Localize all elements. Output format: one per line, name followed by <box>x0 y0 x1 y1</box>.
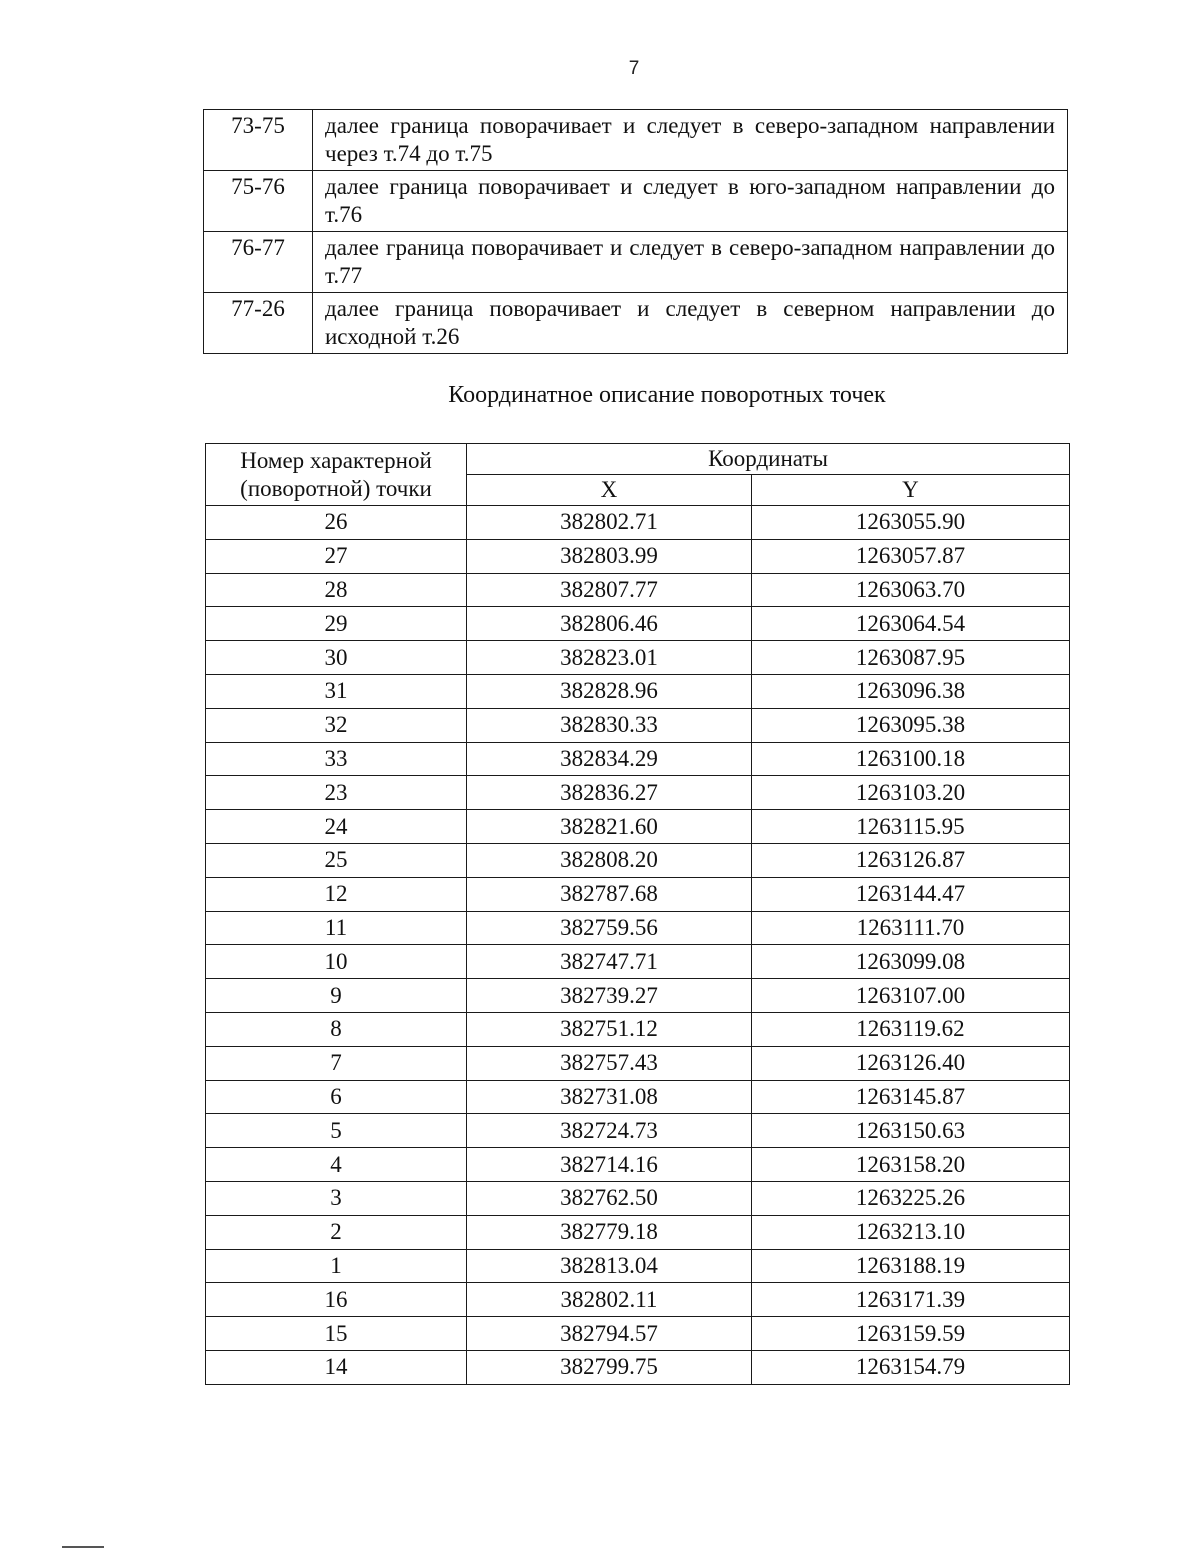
y-coordinate-cell: 1263119.62 <box>751 1012 1069 1046</box>
table-row <box>206 810 1070 844</box>
x-coordinate-cell: 382787.68 <box>467 877 752 911</box>
x-coordinate-cell: 382724.73 <box>467 1114 752 1148</box>
x-coordinate-cell: 382830.33 <box>467 708 752 742</box>
point-number-cell: 2 <box>206 1215 467 1249</box>
point-number-header: Номер характерной (поворотной) точки <box>206 444 467 506</box>
table-row <box>206 911 1070 945</box>
point-number-cell: 11 <box>206 911 467 945</box>
point-number-cell: 8 <box>206 1012 467 1046</box>
x-coordinate-cell: 382834.29 <box>467 742 752 776</box>
table-row <box>206 573 1070 607</box>
point-number-cell: 15 <box>206 1317 467 1351</box>
coordinates-table-header <box>206 444 1070 506</box>
table-row <box>206 506 1070 540</box>
point-number-cell: 24 <box>206 810 467 844</box>
point-number-cell: 25 <box>206 843 467 877</box>
x-coordinate-cell: 382828.96 <box>467 674 752 708</box>
scan-mark <box>62 1546 104 1548</box>
table-row <box>206 1350 1070 1384</box>
point-number-cell: 32 <box>206 708 467 742</box>
x-coordinate-cell: 382794.57 <box>467 1317 752 1351</box>
point-number-cell: 10 <box>206 945 467 979</box>
table-row <box>206 674 1070 708</box>
table-row <box>206 1317 1070 1351</box>
x-coordinate-cell: 382751.12 <box>467 1012 752 1046</box>
x-coordinate-cell: 382823.01 <box>467 641 752 675</box>
segment-description: далее граница поворачивает и следует в северо-западном направлении через т.74 до т.75 <box>313 110 1068 171</box>
point-number-cell: 31 <box>206 674 467 708</box>
y-coordinate-cell: 1263095.38 <box>751 708 1069 742</box>
y-coordinate-cell: 1263115.95 <box>751 810 1069 844</box>
y-coordinate-cell: 1263158.20 <box>751 1148 1069 1182</box>
table-row <box>206 1114 1070 1148</box>
x-coordinate-cell: 382813.04 <box>467 1249 752 1283</box>
table-row <box>206 1148 1070 1182</box>
y-coordinate-cell: 1263126.87 <box>751 843 1069 877</box>
point-number-cell: 4 <box>206 1148 467 1182</box>
table-row <box>206 877 1070 911</box>
y-coordinate-cell: 1263159.59 <box>751 1317 1069 1351</box>
x-coordinate-cell: 382803.99 <box>467 539 752 573</box>
y-coordinate-cell: 1263171.39 <box>751 1283 1069 1317</box>
x-coordinate-cell: 382759.56 <box>467 911 752 945</box>
point-number-cell: 12 <box>206 877 467 911</box>
x-coordinate-cell: 382747.71 <box>467 945 752 979</box>
x-coordinate-cell: 382714.16 <box>467 1148 752 1182</box>
segment-description: далее граница поворачивает и следует в северо-западном направлении до т.77 <box>313 232 1068 293</box>
coordinates-table-body <box>206 506 1070 1385</box>
x-coordinate-cell: 382802.11 <box>467 1283 752 1317</box>
point-number-cell: 14 <box>206 1350 467 1384</box>
y-coordinate-cell: 1263154.79 <box>751 1350 1069 1384</box>
segment-id: 76-77 <box>204 232 313 293</box>
y-coordinate-cell: 1263126.40 <box>751 1046 1069 1080</box>
y-coordinate-cell: 1263099.08 <box>751 945 1069 979</box>
table-row <box>206 776 1070 810</box>
table-row <box>206 945 1070 979</box>
table-row <box>206 1283 1070 1317</box>
point-number-cell: 33 <box>206 742 467 776</box>
y-coordinate-cell: 1263188.19 <box>751 1249 1069 1283</box>
y-coordinate-cell: 1263225.26 <box>751 1181 1069 1215</box>
segment-id: 77-26 <box>204 293 313 354</box>
x-header: X <box>467 475 752 506</box>
x-coordinate-cell: 382836.27 <box>467 776 752 810</box>
y-coordinate-cell: 1263063.70 <box>751 573 1069 607</box>
table-row <box>206 1080 1070 1114</box>
x-coordinate-cell: 382731.08 <box>467 1080 752 1114</box>
table-row <box>206 1012 1070 1046</box>
x-coordinate-cell: 382779.18 <box>467 1215 752 1249</box>
y-coordinate-cell: 1263111.70 <box>751 911 1069 945</box>
boundary-segment-row <box>204 232 1068 293</box>
point-number-cell: 27 <box>206 539 467 573</box>
table-row <box>206 708 1070 742</box>
boundary-description-table <box>203 109 1068 354</box>
point-number-cell: 7 <box>206 1046 467 1080</box>
y-coordinate-cell: 1263144.47 <box>751 877 1069 911</box>
x-coordinate-cell: 382799.75 <box>467 1350 752 1384</box>
table-row <box>206 979 1070 1013</box>
point-number-cell: 1 <box>206 1249 467 1283</box>
segment-description: далее граница поворачивает и следует в юго-западном направлении до т.76 <box>313 171 1068 232</box>
x-coordinate-cell: 382807.77 <box>467 573 752 607</box>
point-number-cell: 29 <box>206 607 467 641</box>
segment-description: далее граница поворачивает и следует в северном направлении до исходной т.26 <box>313 293 1068 354</box>
coordinates-table <box>205 443 1070 1385</box>
x-coordinate-cell: 382762.50 <box>467 1181 752 1215</box>
boundary-segment-row <box>204 171 1068 232</box>
boundary-segment-row <box>204 293 1068 354</box>
y-coordinate-cell: 1263150.63 <box>751 1114 1069 1148</box>
table-row <box>206 742 1070 776</box>
point-number-cell: 30 <box>206 641 467 675</box>
segment-id: 75-76 <box>204 171 313 232</box>
x-coordinate-cell: 382808.20 <box>467 843 752 877</box>
table-row <box>206 1046 1070 1080</box>
segment-id: 73-75 <box>204 110 313 171</box>
y-coordinate-cell: 1263087.95 <box>751 641 1069 675</box>
coordinates-header: Координаты <box>467 444 1070 475</box>
point-number-cell: 6 <box>206 1080 467 1114</box>
y-header: Y <box>751 475 1069 506</box>
table-row <box>206 1249 1070 1283</box>
y-coordinate-cell: 1263145.87 <box>751 1080 1069 1114</box>
y-coordinate-cell: 1263100.18 <box>751 742 1069 776</box>
x-coordinate-cell: 382802.71 <box>467 506 752 540</box>
point-number-cell: 23 <box>206 776 467 810</box>
y-coordinate-cell: 1263103.20 <box>751 776 1069 810</box>
table-row <box>206 1181 1070 1215</box>
boundary-segment-row <box>204 110 1068 171</box>
x-coordinate-cell: 382739.27 <box>467 979 752 1013</box>
boundary-description-body <box>204 110 1068 354</box>
x-coordinate-cell: 382806.46 <box>467 607 752 641</box>
y-coordinate-cell: 1263057.87 <box>751 539 1069 573</box>
y-coordinate-cell: 1263213.10 <box>751 1215 1069 1249</box>
y-coordinate-cell: 1263064.54 <box>751 607 1069 641</box>
point-number-cell: 3 <box>206 1181 467 1215</box>
point-number-cell: 9 <box>206 979 467 1013</box>
y-coordinate-cell: 1263055.90 <box>751 506 1069 540</box>
x-coordinate-cell: 382821.60 <box>467 810 752 844</box>
table-row <box>206 843 1070 877</box>
point-number-cell: 26 <box>206 506 467 540</box>
point-number-cell: 5 <box>206 1114 467 1148</box>
table-row <box>206 607 1070 641</box>
table-row <box>206 539 1070 573</box>
y-coordinate-cell: 1263096.38 <box>751 674 1069 708</box>
point-number-cell: 16 <box>206 1283 467 1317</box>
page-number: 7 <box>628 58 640 79</box>
point-number-cell: 28 <box>206 573 467 607</box>
table-row <box>206 641 1070 675</box>
y-coordinate-cell: 1263107.00 <box>751 979 1069 1013</box>
table-row <box>206 1215 1070 1249</box>
section-title: Координатное описание поворотных точек <box>448 382 886 408</box>
x-coordinate-cell: 382757.43 <box>467 1046 752 1080</box>
